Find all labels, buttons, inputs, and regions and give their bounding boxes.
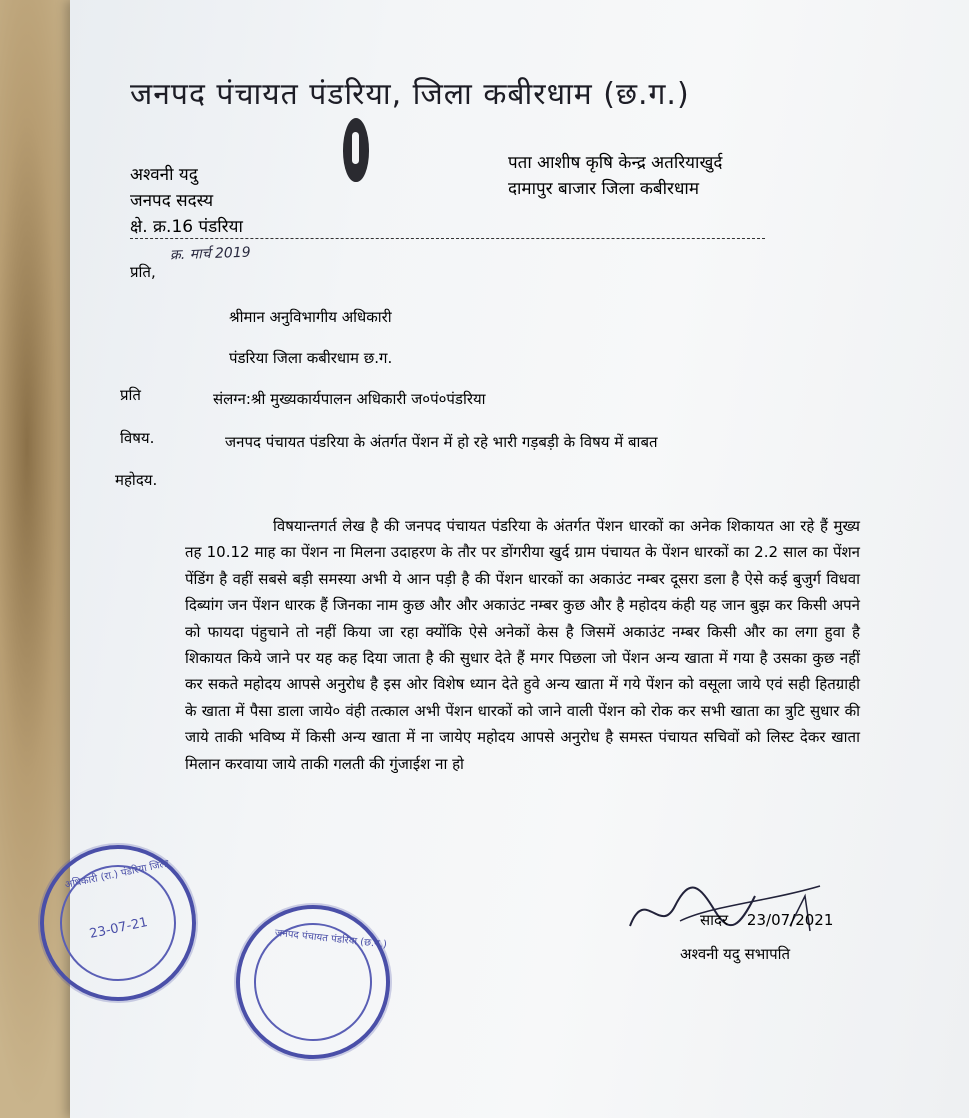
header-divider <box>130 238 765 239</box>
reference-number: क्र. मार्च 2019 <box>169 244 251 264</box>
recipient-line-2: पंडरिया जिला कबीरधाम छ.ग. <box>229 349 393 367</box>
recipient-line-1: श्रीमान अनुविभागीय अधिकारी <box>229 308 392 326</box>
letterhead-title: जनपद पंचायत पंडरिया, जिला कबीरधाम (छ.ग.) <box>130 77 690 112</box>
seal-left-text: अधिकारी (रा.) पंडरिया जिला <box>63 858 170 892</box>
sender-name: अश्वनी यदु <box>130 165 198 185</box>
copy-text: संलग्न:श्री मुख्यकार्यपालन अधिकारी ज०पं०पंडरिया <box>213 390 486 408</box>
address-block <box>508 150 722 202</box>
sender-block <box>130 162 243 240</box>
address-line-1: पता आशीष कृषि केन्द्र अतरियाखुर्द <box>508 153 723 173</box>
closing-block <box>700 910 833 930</box>
closing-sadar: सादर <box>700 911 729 929</box>
sender-constituency: क्षे. क्र.16 पंडरिया <box>130 217 243 237</box>
handwritten-signature <box>620 866 860 946</box>
address-line-2: दामापुर बाजार जिला कबीरधाम <box>508 179 699 199</box>
letter-body: विषयान्तगर्त लेख है की जनपद पंचायत पंडरिया के अंतर्गत पेंशन धारकों का अनेक शिकायत आ रहे हैं मुख्य तह 10.12 माह का पेंशन ना मिलना उदाहरण के तौर पर डोंगरीया खुर्द ग्राम पंचायत के पेंशन धारकों का 2.2 साल का पेंशन पेंडिंग है वहीं सबसे बड़ी समस्या अभी ये आन पड़ी है की पेंशन धारकों का अकाउंट नम्बर दूसरा डला है ऐसे कई बुजुर्ग विधवा दिब्यांग जन पेंशन धारक हैं जिनका नाम कुछ और और अकाउंट नम्बर कुछ और है महोदय कंही यह जान बुझ कर किसी अपने को फायदा पंहुचाने तो नहीं किया जा रहा क्योंकि ऐसे अनेकों केस है जिसमें अकाउंट नम्बर किसी और का लगा हुवा है शिकायत किये जाने पर यह कह दिया जाता है की सुधार देते हैं मगर पिछला जो पेंशन अन्य खाता में गया है उसका कुछ नहीं कर सकते महोदय आपसे अनुरोध है इस ओर विशेष ध्यान देते हुवे अन्य खाता में गये पेंशन को वसूला जाये एवं सही हितग्राही के खाता में पैसा डाला जाये० वंही तत्काल अभी पेंशन धारकों को जाने वाली पेंशन को रोक कर सभी खाता का त्रुटि सुधार की जाये ताकी भविष्य में किसी अन्य खाता में ना जायेए महोदय आपसे अनुरोध है समस्त पंचायत सचिवों को लिस्ट देकर खाता मिलान करवाया जाये ताकी गलती की गुंजाईश ना हो <box>185 517 860 773</box>
salutation: महोदय. <box>115 471 158 489</box>
seal-right-text: जनपद पंचायत पंडरिया (छ.ग.) <box>274 927 388 951</box>
subject-label: विषय. <box>120 429 155 447</box>
copy-label: प्रति <box>120 386 141 404</box>
signature-date: 23/07/2021 <box>746 911 834 929</box>
sender-designation: जनपद सदस्य <box>130 191 214 211</box>
signatory-name: अश्वनी यदु सभापति <box>680 945 791 963</box>
office-symbol-icon <box>343 118 369 182</box>
seal-left-date: 23-07-21 <box>88 915 150 942</box>
recipient-prefix: प्रति, <box>130 263 156 281</box>
subject-text: जनपद पंचायत पंडरिया के अंतर्गत पेंशन में हो रहे भारी गड़बड़ी के विषय में बाबत <box>225 433 658 451</box>
